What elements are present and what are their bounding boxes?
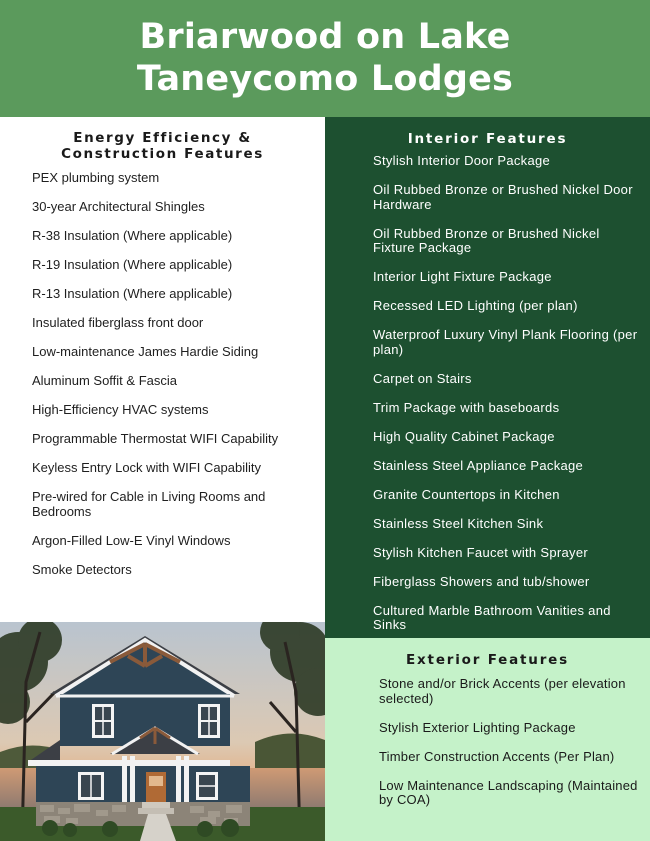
list-item: Fiberglass Showers and tub/shower bbox=[373, 573, 590, 589]
list-item: Stainless Steel Appliance Package bbox=[373, 457, 584, 473]
page-header bbox=[0, 0, 650, 117]
list-item: Carpet on Stairs bbox=[373, 370, 472, 386]
house-illustration bbox=[0, 622, 325, 841]
interior-features-section bbox=[325, 117, 650, 638]
list-item: Programmable Thermostat WIFI Capability bbox=[32, 431, 279, 446]
list-item: R-19 Insulation (Where applicable) bbox=[32, 257, 233, 272]
list-item: High Quality Cabinet Package bbox=[373, 428, 555, 444]
list-item: R-38 Insulation (Where applicable) bbox=[32, 228, 233, 243]
exterior-feature-list bbox=[325, 677, 650, 808]
list-item: Cultured Marble Bathroom Vanities and Sinks bbox=[373, 602, 611, 632]
house-photo bbox=[0, 622, 325, 841]
list-item: Oil Rubbed Bronze or Brushed Nickel Door Hardware bbox=[373, 182, 633, 212]
list-item: 30-year Architectural Shingles bbox=[32, 199, 205, 214]
exterior-features-section bbox=[325, 638, 650, 841]
list-item: R-13 Insulation (Where applicable) bbox=[32, 286, 233, 301]
list-item: Smoke Detectors bbox=[32, 561, 132, 577]
energy-construction-section bbox=[0, 117, 325, 622]
page-title-line-1: Briarwood on Lake bbox=[139, 17, 511, 57]
energy-section-heading bbox=[0, 131, 325, 162]
interior-section-heading: Interior Features bbox=[407, 131, 568, 147]
list-item: Interior Light Fixture Package bbox=[373, 269, 552, 284]
list-item: Keyless Entry Lock with WIFI Capability bbox=[32, 460, 262, 475]
list-item: PEX plumbing system bbox=[32, 170, 160, 185]
list-item: Insulated fiberglass front door bbox=[32, 315, 204, 330]
list-item: Oil Rubbed Bronze or Brushed Nickel Fixture Package bbox=[373, 225, 600, 255]
list-item: High-Efficiency HVAC systems bbox=[32, 402, 209, 417]
list-item: Granite Countertops in Kitchen bbox=[373, 486, 560, 502]
energy-heading-line-2: Construction Features bbox=[61, 145, 264, 162]
list-item: Aluminum Soffit & Fascia bbox=[32, 373, 177, 388]
list-item: Pre-wired for Cable in Living Rooms and Bedrooms bbox=[32, 489, 266, 519]
energy-feature-list bbox=[0, 171, 325, 577]
list-item: Stylish Kitchen Faucet with Sprayer bbox=[373, 544, 588, 560]
list-item: Stylish Exterior Lighting Package bbox=[379, 719, 576, 735]
interior-feature-list bbox=[325, 154, 650, 633]
list-item: Stainless Steel Kitchen Sink bbox=[373, 515, 544, 531]
list-item: Recessed LED Lighting (per plan) bbox=[373, 298, 578, 313]
list-item: Timber Construction Accents (Per Plan) bbox=[379, 748, 615, 764]
list-item: Argon-Filled Low-E Vinyl Windows bbox=[32, 532, 231, 548]
list-item: Stone and/or Brick Accents (per elevation selected) bbox=[379, 676, 626, 706]
list-item: Low Maintenance Landscaping (Maintained by COA) bbox=[379, 777, 638, 807]
list-item: Waterproof Luxury Vinyl Plank Flooring (per plan) bbox=[373, 327, 638, 357]
page-title-line-2: Taneycomo Lodges bbox=[136, 59, 514, 99]
list-item: Stylish Interior Door Package bbox=[373, 153, 551, 168]
exterior-section-heading: Exterior Features bbox=[406, 652, 569, 668]
list-item: Trim Package with baseboards bbox=[373, 399, 560, 415]
list-item: Low-maintenance James Hardie Siding bbox=[32, 344, 259, 359]
energy-heading-line-1: Energy Efficiency & bbox=[73, 130, 252, 146]
